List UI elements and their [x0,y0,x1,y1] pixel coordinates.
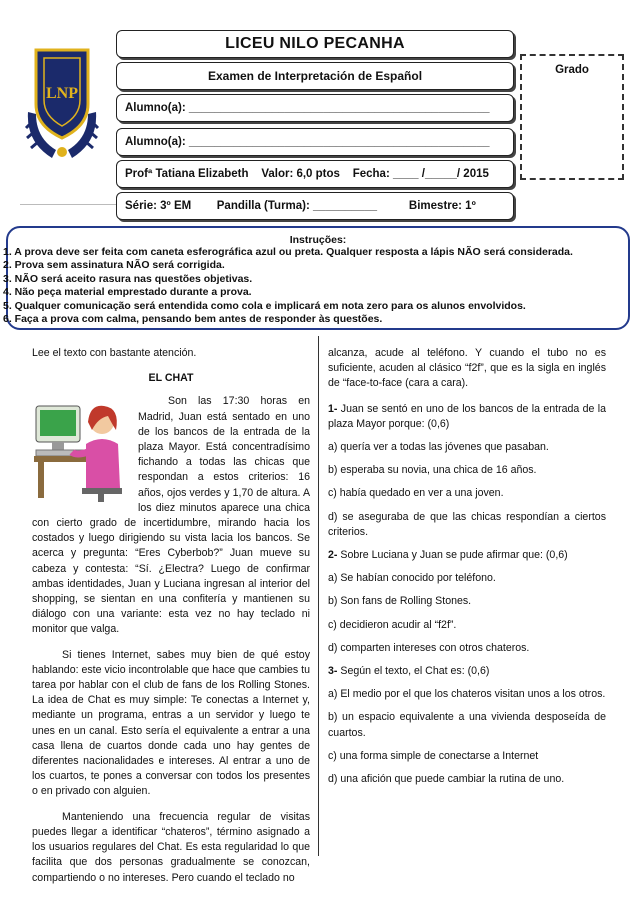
instruction-item: 6. Faça a prova com calma, pensando bem antes de responder às questões. [3,313,383,326]
answer-option[interactable]: a) El medio por el que los chateros visitan unos a los otros. [328,688,606,701]
logo-divider [20,204,124,205]
grade-box[interactable] [520,54,624,180]
answer-option[interactable]: a) Se habían conocido por teléfono. [328,572,496,585]
answer-option[interactable]: d) una afición que puede cambiar la rutina de uno. [328,773,565,786]
story-paragraph-1-rest: A los diez minutos aparece una chica con cierto grado de incertidumbre, mirando hacia los costados y luego dirigiendo su vista lacia los bancos. Se acerca y pregunta: “Eres Cyberbob?” Juan mueve su cabeza y contesta: “Sí. ¿Electra? Luego de confirmar ambas identidades, Juan y Luciana ingresan al interior del shopping, se sientan en una confitería y mantienen su diálogo con una variante: esta vez no hay teclado ni monitor que valga. [32,486,311,636]
column-divider [318,336,319,856]
answer-option[interactable]: b) un espacio equivalente a una vivienda desposeída de cuartos. [328,711,606,739]
story-paragraph-3-continued: alcanza, acude al teléfono. Y cuando el tubo no es suficiente, acuden al clásico “f2f”, que es la sigla en inglés de “face-to-face (cara a cara). [328,347,606,390]
question-2 [328,548,606,656]
answer-option[interactable]: a) quería ver a todas las jóvenes que pasaban. [328,441,549,454]
computer-user-illustration [32,396,130,502]
answer-option[interactable]: c) una forma simple de conectarse a Internet [328,749,539,762]
student-name-field-1[interactable]: Alumno(a): _______________________________________________ [116,94,514,122]
question-number: 2- [328,549,338,562]
student-name-field-2[interactable]: Alumno(a): _______________________________________________ [116,128,514,156]
reading-title: EL CHAT [148,372,194,385]
question-text: Sobre Luciana y Juan se pude afirmar que: (0,6) [340,549,568,562]
story-paragraph-3: Manteniendo una frecuencia regular de visitas puedes llegar a identificar “chateros”, término asignado a los usuarios regulares del Chat. Es esta regularidad lo que facilita que dos personas gradualmente se conozcan, compartiendo o no intereses. Pero cuando el teclado no [32,810,310,884]
answer-option[interactable]: d) comparten intereses con otros chateros. [328,641,530,654]
question-text: Juan se sentó en uno de los bancos de la entrada de la plaza Mayor porque: (0,6) [328,402,606,430]
question-1 [328,402,606,540]
class-info-line: Série: 3º EM Pandilla (Turma): __________ Bimestre: 1º [116,192,514,220]
instruction-item: 5. Qualquer comunicação será entendida como cola e implicará em nota zero para os alunos envolvidos. [3,299,526,312]
instructions-box [3,226,630,330]
instruction-item: 1. A prova deve ser feita com caneta esferográfica azul ou preta. Qualquer resposta a lápis NÃO será considerada. [3,246,573,258]
answer-option[interactable]: b) esperaba su novia, una chica de 16 años. [328,464,537,477]
exam-title: Examen de Interpretación de Español [116,62,514,90]
instruction-item: 4. Não peça material emprestado durante a prova. [3,286,252,299]
answer-option[interactable]: d) se aseguraba de que las chicas respondían a ciertos criterios. [328,510,606,538]
answer-option[interactable]: b) Son fans de Rolling Stones. [328,595,472,608]
instruction-item: 2. Prova sem assinatura NÃO será corrigida. [3,259,225,272]
instruction-item: 3. NÃO será aceito rasura nas questões objetivas. [3,272,253,285]
question-text: Según el texto, el Chat es: (0,6) [340,665,490,678]
question-number: 1- [328,402,338,415]
reading-column [32,346,310,886]
story-paragraph-1-start: Son las 17:30 horas en Madrid, Juan está sentado en uno de los bancos de la entrada de la plaza Mayor. Está concentradísimo fichando a todas las chicas que respondan a estos criterios: 16 años, ojos verdes y 1,70 de altura. [138,395,310,499]
exam-info-line: Profª Tatiana Elizabeth Valor: 6,0 ptos Fecha: ____ /_____/ 2015 [116,160,514,188]
questions-column [328,346,606,787]
school-logo [22,42,102,172]
answer-option[interactable]: c) decidieron acudir al “f2f”. [328,618,457,631]
question-number: 3- [328,665,338,678]
reading-intro: Lee el texto con bastante atención. [32,347,197,359]
school-title: LICEU NILO PECANHA [116,30,514,58]
question-3 [328,664,606,787]
logo-letters: LNP [46,85,78,102]
story-paragraph-2: Si tienes Internet, sabes muy bien de qué estoy hablando: este vicio incontrolable que hace que cambies tu tarea por hablar con el club de fans de los Rolling Stones. La idea de Chat es muy simple: Te conectas a Internet y, mediante un programa, entras a un servidor y luego te unes en un canal. Esto sería el equivalente a entrar a una casa llena de cuartos donde cada uno hay gentes de diferentes nacionalidades e intereses. Al entrar a uno de los cuartos, te pones a conversar con todos los presentes o en privado con alguien. [32,648,310,798]
grade-label: Grado [555,64,589,76]
answer-option[interactable]: c) había quedado en ver a una joven. [328,487,504,500]
instructions-title: Instruções: [289,234,347,246]
